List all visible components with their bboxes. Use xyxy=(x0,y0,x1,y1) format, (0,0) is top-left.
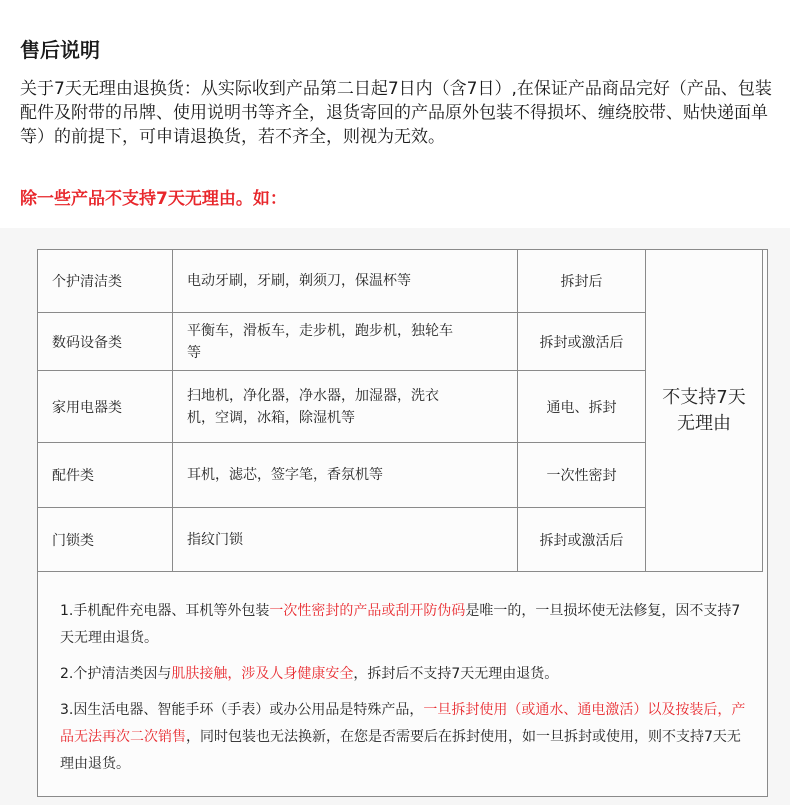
condition-cell: 一次性密封 xyxy=(518,443,646,508)
condition-cell: 拆封或激活后 xyxy=(518,508,646,572)
intro-paragraph: 关于7天无理由退换货：从实际收到产品第二日起7日内（含7日）,在保证产品商品完好（产品、包装配件及附带的吊牌、使用说明书等齐全，退货寄回的产品原外包装不得损坏、缠绕胶带、贴快递面单等）的前提下，可申请退换货，若不齐全，则视为无效。 xyxy=(20,79,772,147)
items-cell xyxy=(173,371,518,443)
category-cell: 数码设备类 xyxy=(38,313,173,371)
page-title: 售后说明 xyxy=(20,38,100,62)
result-cell xyxy=(646,250,763,572)
note-text: 3.因生活电器、智能手环（手表）或办公用品是特殊产品， xyxy=(60,702,424,718)
note-text: ，拆封后不支持7天无理由退货。 xyxy=(353,666,559,682)
intro-warning: 除一些产品不支持7天无理由。如： xyxy=(20,189,287,209)
items-cell: 耳机，滤芯，签字笔，香氛机等 xyxy=(173,443,518,508)
category-cell: 配件类 xyxy=(38,443,173,508)
note-item xyxy=(60,661,750,688)
items-cell: 指纹门锁 xyxy=(173,508,518,572)
note-text: 是唯一的，一旦损坏使无法修复，因不支持7天无理由退货。 xyxy=(60,603,741,646)
category-cell: 个护清洁类 xyxy=(38,250,173,313)
condition-cell: 拆封后 xyxy=(518,250,646,313)
note-item xyxy=(60,697,750,778)
note-highlight: 一旦拆封使用（或通水、通电激活）以及按装后，产品无法再次二次销售 xyxy=(60,702,746,745)
note-text: 1.手机配件充电器、耳机等外包装 xyxy=(60,603,270,619)
items-cell xyxy=(173,313,518,371)
note-text: 2.个护清洁类因与 xyxy=(60,666,172,682)
note-highlight: 肌肤接触，涉及人身健康安全 xyxy=(171,666,354,682)
items-text: 平衡车，滑板车，走步机，跑步机，独轮车等 xyxy=(187,322,453,361)
notes-list xyxy=(60,598,750,787)
condition-cell: 通电、拆封 xyxy=(518,371,646,443)
note-text: ，同时包装也无法换新，在您是否需要后在拆封使用，如一旦拆封或使用，则不支持7天无理由退货。 xyxy=(60,729,741,772)
table-row xyxy=(38,250,763,313)
condition-cell: 拆封或激活后 xyxy=(518,313,646,371)
header-section xyxy=(0,0,790,228)
note-highlight: 一次性密封的产品或刮开防伪码 xyxy=(269,603,466,619)
category-cell: 门锁类 xyxy=(38,508,173,572)
items-cell: 电动牙刷，牙刷，剃须刀，保温杯等 xyxy=(173,250,518,313)
category-cell: 家用电器类 xyxy=(38,371,173,443)
items-text: 扫地机，净化器，净水器，加湿器，洗衣机，空调，冰箱，除湿机等 xyxy=(187,387,439,426)
exception-table xyxy=(37,249,763,572)
note-item xyxy=(60,598,750,652)
result-text: 不支持7天无理由 xyxy=(662,386,746,434)
